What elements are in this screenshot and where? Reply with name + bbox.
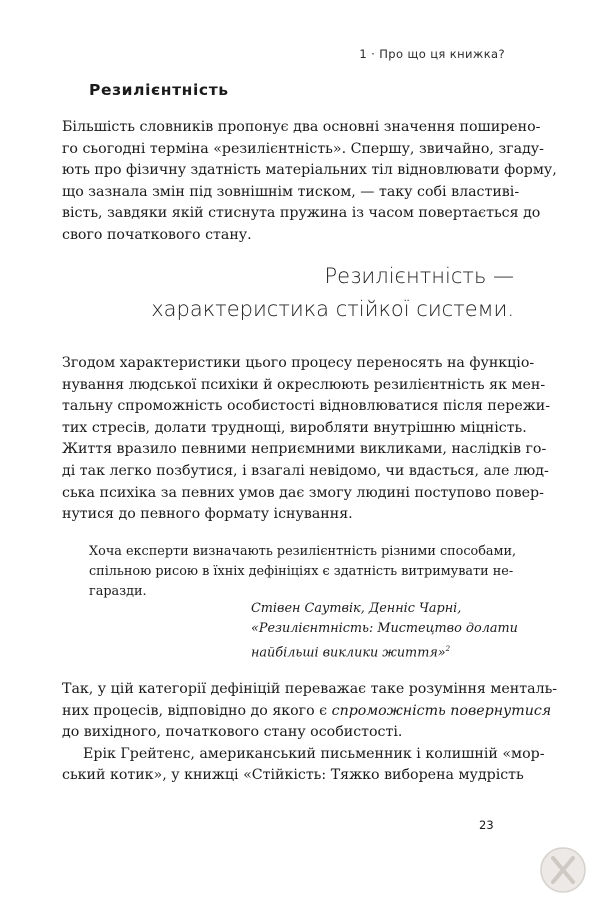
text-line: ський котик», у книжці «Стійкість: Тяжко виборена мудрість: [62, 767, 524, 784]
text-line: вість, завдяки якій стиснута пружина із часом повертається до: [62, 205, 541, 222]
paragraph-1: [62, 117, 557, 247]
attribution-line: [251, 639, 518, 663]
text-line: го сьогодні терміна «резилієнтність». Спершу, звичайно, згаду-: [62, 140, 544, 157]
section-title: Резилієнтність: [89, 81, 229, 99]
running-head: 1 · Про що ця книжка?: [359, 47, 505, 61]
text-line: [62, 701, 552, 723]
text-run: них процесів, відповідно до якого є: [62, 702, 332, 719]
pull-quote-line: характеристика стійкої системи.: [151, 297, 514, 321]
text-line: свого початкового стану.: [62, 226, 252, 243]
text-line: ді так легко позбутися, і взагалі невідомо, чи вдасться, але люд-: [62, 462, 549, 479]
text-line: Згодом характеристики цього процесу переносять на функціо-: [62, 355, 535, 371]
text-line: нутися до певного формату існування.: [62, 506, 353, 523]
attribution-line: Стівен Саутвік, Денніс Чарні,: [251, 601, 462, 616]
publisher-x-logo-icon: [538, 845, 588, 895]
pull-quote: [151, 260, 514, 326]
text-line: Життя вразило певними неприємними викликами, наслідків го-: [62, 441, 547, 458]
block-quote: [89, 542, 517, 602]
text-line: тальну спроможність особистості відновлюватися після пережи-: [62, 398, 551, 415]
text-line: Так, у цій категорії дефініцій переважає таке розуміння менталь-: [62, 681, 558, 697]
text-line: нування людської психіки й окреслюють резилієнтність як мен-: [62, 376, 546, 393]
pull-quote-line: Резилієнтність —: [324, 264, 514, 288]
text-line: тих стресів, долати труднощі, виробляти внутрішню міцність.: [62, 419, 527, 436]
text-line: ська психіка за певних умов дає змогу людині поступово повер-: [62, 484, 544, 501]
quote-line: спільною рисою в їхніх дефініціях є здатність витримувати не-: [89, 564, 514, 579]
quote-line: гаразди.: [89, 584, 147, 599]
text-line: Більшість словників пропонує два основні значення поширено-: [62, 119, 541, 135]
emphasis-text: спроможність повернутися: [331, 702, 552, 719]
footnote-marker[interactable]: 2: [445, 645, 451, 653]
quote-line: Хоча експерти визначають резилієнтність різними способами,: [89, 544, 517, 559]
quote-attribution: [251, 599, 518, 663]
paragraph-2: [62, 353, 551, 526]
text-line: до вихідного, початкового стану особистості.: [62, 724, 403, 741]
page-number: 23: [479, 818, 494, 832]
attribution-text: найбільші виклики життя»: [251, 645, 446, 661]
text-line: Ерік Грейтенс, американський письменник і колишній «мор-: [83, 745, 545, 762]
attribution-line: «Резилієнтність: Мистецтво долати: [251, 621, 518, 636]
paragraph-3: [62, 679, 558, 787]
text-line: що зазнала змін під зовнішнім тиском, — таку собі властиві-: [62, 183, 520, 200]
text-line: ють про фізичну здатність матеріальних тіл відновлювати форму,: [62, 162, 557, 179]
